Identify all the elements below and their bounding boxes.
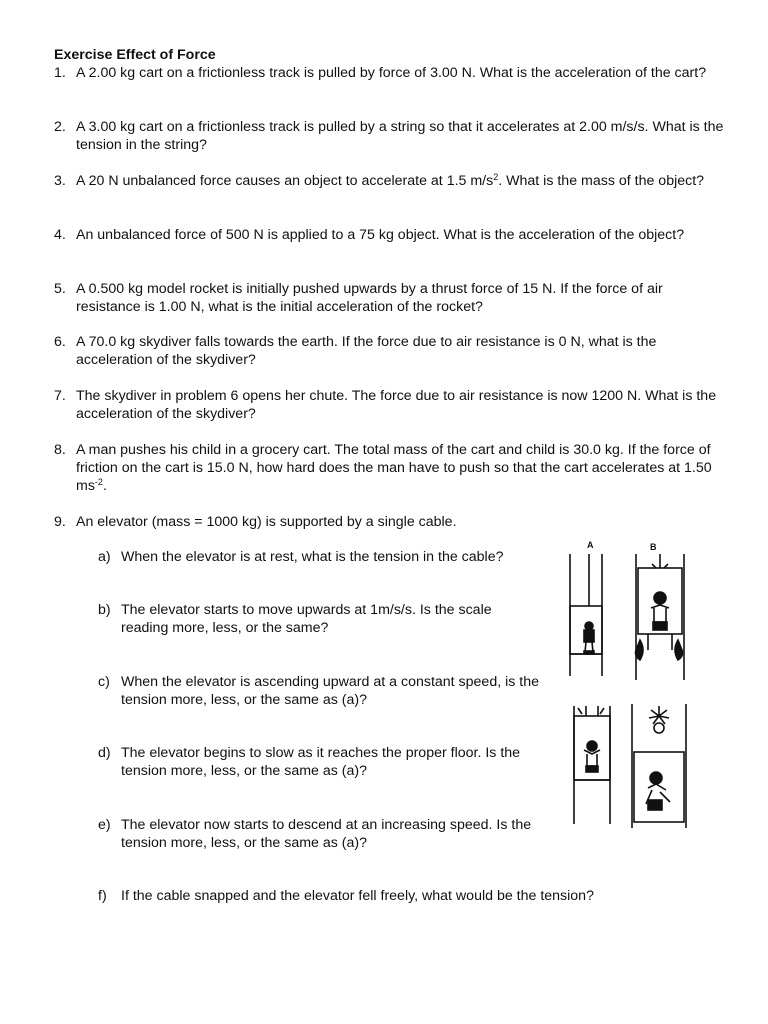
question-5 xyxy=(54,280,724,316)
figure-label-b: B xyxy=(650,542,657,552)
subquestion-d xyxy=(98,744,538,780)
question-2 xyxy=(54,118,724,154)
elevator-figure-b xyxy=(636,542,685,680)
question-text: The skydiver in problem 6 opens her chute. The force due to air resistance is now 1200 N. What is the acceleration of the skydiver? xyxy=(76,388,717,422)
question-number: 7. xyxy=(54,388,66,404)
subquestion-letter: a) xyxy=(98,549,111,565)
question-number: 1. xyxy=(54,65,66,81)
subquestion-text: When the elevator is at rest, what is the tension in the cable? xyxy=(121,549,504,565)
question-text: An unbalanced force of 500 N is applied to a 75 kg object. What is the acceleration of the object? xyxy=(76,227,685,243)
subquestion-a xyxy=(98,548,548,566)
elevator-figure-d xyxy=(632,704,686,828)
subquestion-text: When the elevator is ascending upward at a constant speed, is the tension more, less, or the same as (a)? xyxy=(121,674,539,708)
elevator-illustration xyxy=(556,538,696,828)
question-number: 4. xyxy=(54,227,66,243)
subquestion-letter: e) xyxy=(98,817,111,833)
question-6 xyxy=(54,333,724,369)
question-3 xyxy=(54,172,724,190)
subquestion-f xyxy=(98,887,658,905)
question-number: 5. xyxy=(54,281,66,297)
question-8 xyxy=(54,441,724,495)
question-text: A man pushes his child in a grocery cart. The total mass of the cart and child is 30.0 kg. If the force of friction on the cart is 15.0 N, how hard does the man have to push so that the cart accelerates at 1.50 $ms^{-2}$. xyxy=(76,442,712,494)
subquestion-text: The elevator starts to move upwards at 1m/s/s. Is the scale reading more, less, or the same? xyxy=(121,602,492,636)
subquestion-e xyxy=(98,816,548,852)
subquestion-letter: b) xyxy=(98,602,111,618)
question-text: An elevator (mass = 1000 kg) is supported by a single cable. xyxy=(76,514,457,530)
question-text: A 3.00 kg cart on a frictionless track is pulled by a string so that it accelerates at 2.00 m/s/s. What is the tension in the string? xyxy=(76,119,724,153)
question-text: A 20 N unbalanced force causes an object to accelerate at 1.5 $m/s^2$. What is the mass of the object? xyxy=(76,172,705,189)
subquestion-text: The elevator begins to slow as it reaches the proper floor. Is the tension more, less, or the same as (a)? xyxy=(121,745,521,779)
elevator-figure-c xyxy=(574,706,610,824)
question-text: A 2.00 kg cart on a frictionless track is pulled by force of 3.00 N. What is the acceleration of the cart? xyxy=(76,65,707,81)
question-text: A 70.0 kg skydiver falls towards the earth. If the force due to air resistance is 0 N, what is the acceleration of the skydiver? xyxy=(76,334,657,368)
subquestion-c xyxy=(98,673,548,709)
question-number: 9. xyxy=(54,514,66,530)
subquestion-b xyxy=(98,601,538,637)
elevator-figure-a xyxy=(570,540,602,676)
question-number: 2. xyxy=(54,119,66,135)
question-number: 6. xyxy=(54,334,66,350)
question-number: 8. xyxy=(54,442,66,458)
question-number: 3. xyxy=(54,173,66,189)
subquestion-letter: c) xyxy=(98,674,110,690)
subquestion-text: The elevator now starts to descend at an increasing speed. Is the tension more, less, or the same as (a)? xyxy=(121,817,532,851)
figure-label-a: A xyxy=(587,540,594,550)
question-9 xyxy=(54,513,724,531)
page-title: Exercise Effect of Force xyxy=(54,47,216,63)
question-1 xyxy=(54,64,724,82)
question-4 xyxy=(54,226,724,244)
subquestion-text: If the cable snapped and the elevator fell freely, what would be the tension? xyxy=(121,888,594,904)
subquestion-letter: f) xyxy=(98,888,107,904)
subquestion-letter: d) xyxy=(98,745,111,761)
question-text: A 0.500 kg model rocket is initially pushed upwards by a thrust force of 15 N. If the force of air resistance is 1.00 N, what is the initial acceleration of the rocket? xyxy=(76,281,663,315)
question-7 xyxy=(54,387,724,423)
